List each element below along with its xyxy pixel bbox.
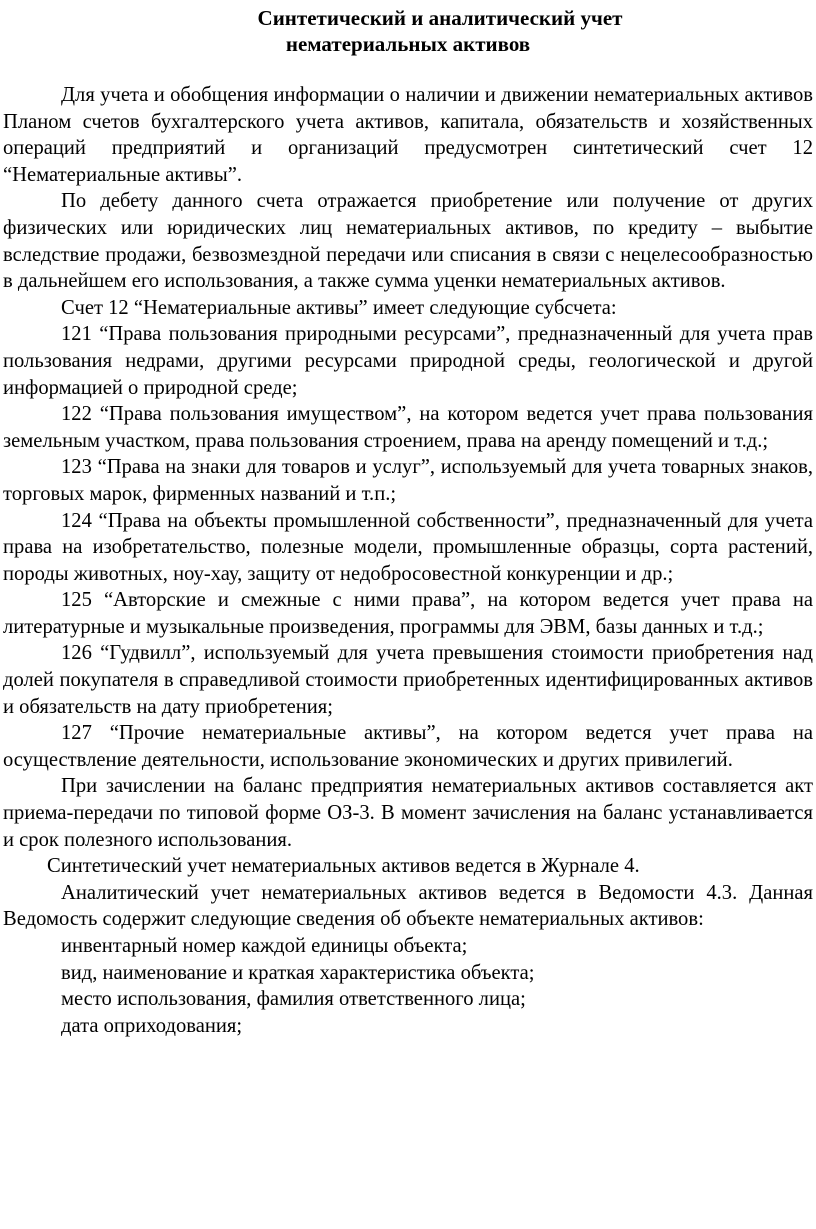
paragraph-subaccount-125: 125 “Авторские и смежные с ними права”, на котором ведется учет права на литературные и музыкальные произведения, программы для ЭВМ, базы данных и т.д.; xyxy=(3,589,813,638)
list-item: место использования, фамилия ответственного лица; xyxy=(61,988,526,1011)
list-item: вид, наименование и краткая характеристика объекта; xyxy=(61,961,535,984)
document-title-line-2: нематериальных активов xyxy=(285,32,531,56)
paragraph-debit-credit: По дебету данного счета отражается приобретение или получение от других физических или юридических лиц нематериальных активов, по кредиту – выбытие вследствие продажи, безвозмездной передачи или списания в связи с нецелесообразностью в дальнейшем его использования, а также сумма уценки нематериальных активов. xyxy=(3,190,813,293)
paragraph-synthetic-journal: Синтетический учет нематериальных активов ведется в Журнале 4. xyxy=(47,855,640,878)
paragraph-subaccount-123: 123 “Права на знаки для товаров и услуг”, используемый для учета товарных знаков, торговых марок, фирменных названий и т.п.; xyxy=(3,456,813,505)
paragraph-subaccount-124: 124 “Права на объекты промышленной собственности”, предназначенный для учета права на изобретательство, полезные модели, промышленные образцы, сорта растений, породы животных, ноу-хау, защиту от недобросовестной конкуренции и др.; xyxy=(3,509,813,585)
paragraph-intro: Для учета и обобщения информации о наличии и движении нематериальных активов Планом счетов бухгалтерского учета активов, капитала, обязательств и хозяйственных операций предприятий и организаций предусмотрен синтетический счет 12 “Нематериальные активы”. xyxy=(3,84,813,186)
paragraph-subaccount-121: 121 “Права пользования природными ресурсами”, предназначенный для учета прав пользования недрами, другими ресурсами природной среды, геологической и другой информацией о природной среде; xyxy=(3,323,813,399)
paragraph-subaccounts-heading: Счет 12 “Нематериальные активы” имеет следующие субсчета: xyxy=(61,296,617,319)
list-item: инвентарный номер каждой единицы объекта; xyxy=(61,935,468,957)
paragraph-subaccount-126: 126 “Гудвилл”, используемый для учета превышения стоимости приобретения над долей покупателя в справедливой стоимости приобретенных идентифицированных активов и обязательств на дату приобретения; xyxy=(3,642,813,718)
paragraph-subaccount-127: 127 “Прочие нематериальные активы”, на котором ведется учет права на осуществление деятельности, использование экономических и других привилегий. xyxy=(3,722,813,771)
document-title-line-1: Синтетический и аналитический учет xyxy=(257,6,623,30)
paragraph-subaccount-122: 122 “Права пользования имуществом”, на котором ведется учет права пользования земельным участком, права пользования строением, права на аренду помещений и т.д.; xyxy=(3,403,813,452)
paragraph-balance: При зачислении на баланс предприятия нематериальных активов составляется акт приема-передачи по типовой форме ОЗ-3. В момент зачисления на баланс устанавливается и срок полезного использования. xyxy=(3,775,813,851)
paragraph-analytic-statement: Аналитический учет нематериальных активов ведется в Ведомости 4.3. Данная Ведомость содержит следующие сведения об объекте нематериальных активов: xyxy=(3,881,813,931)
document-body xyxy=(3,82,813,1039)
list-item: дата оприходования; xyxy=(61,1014,243,1037)
